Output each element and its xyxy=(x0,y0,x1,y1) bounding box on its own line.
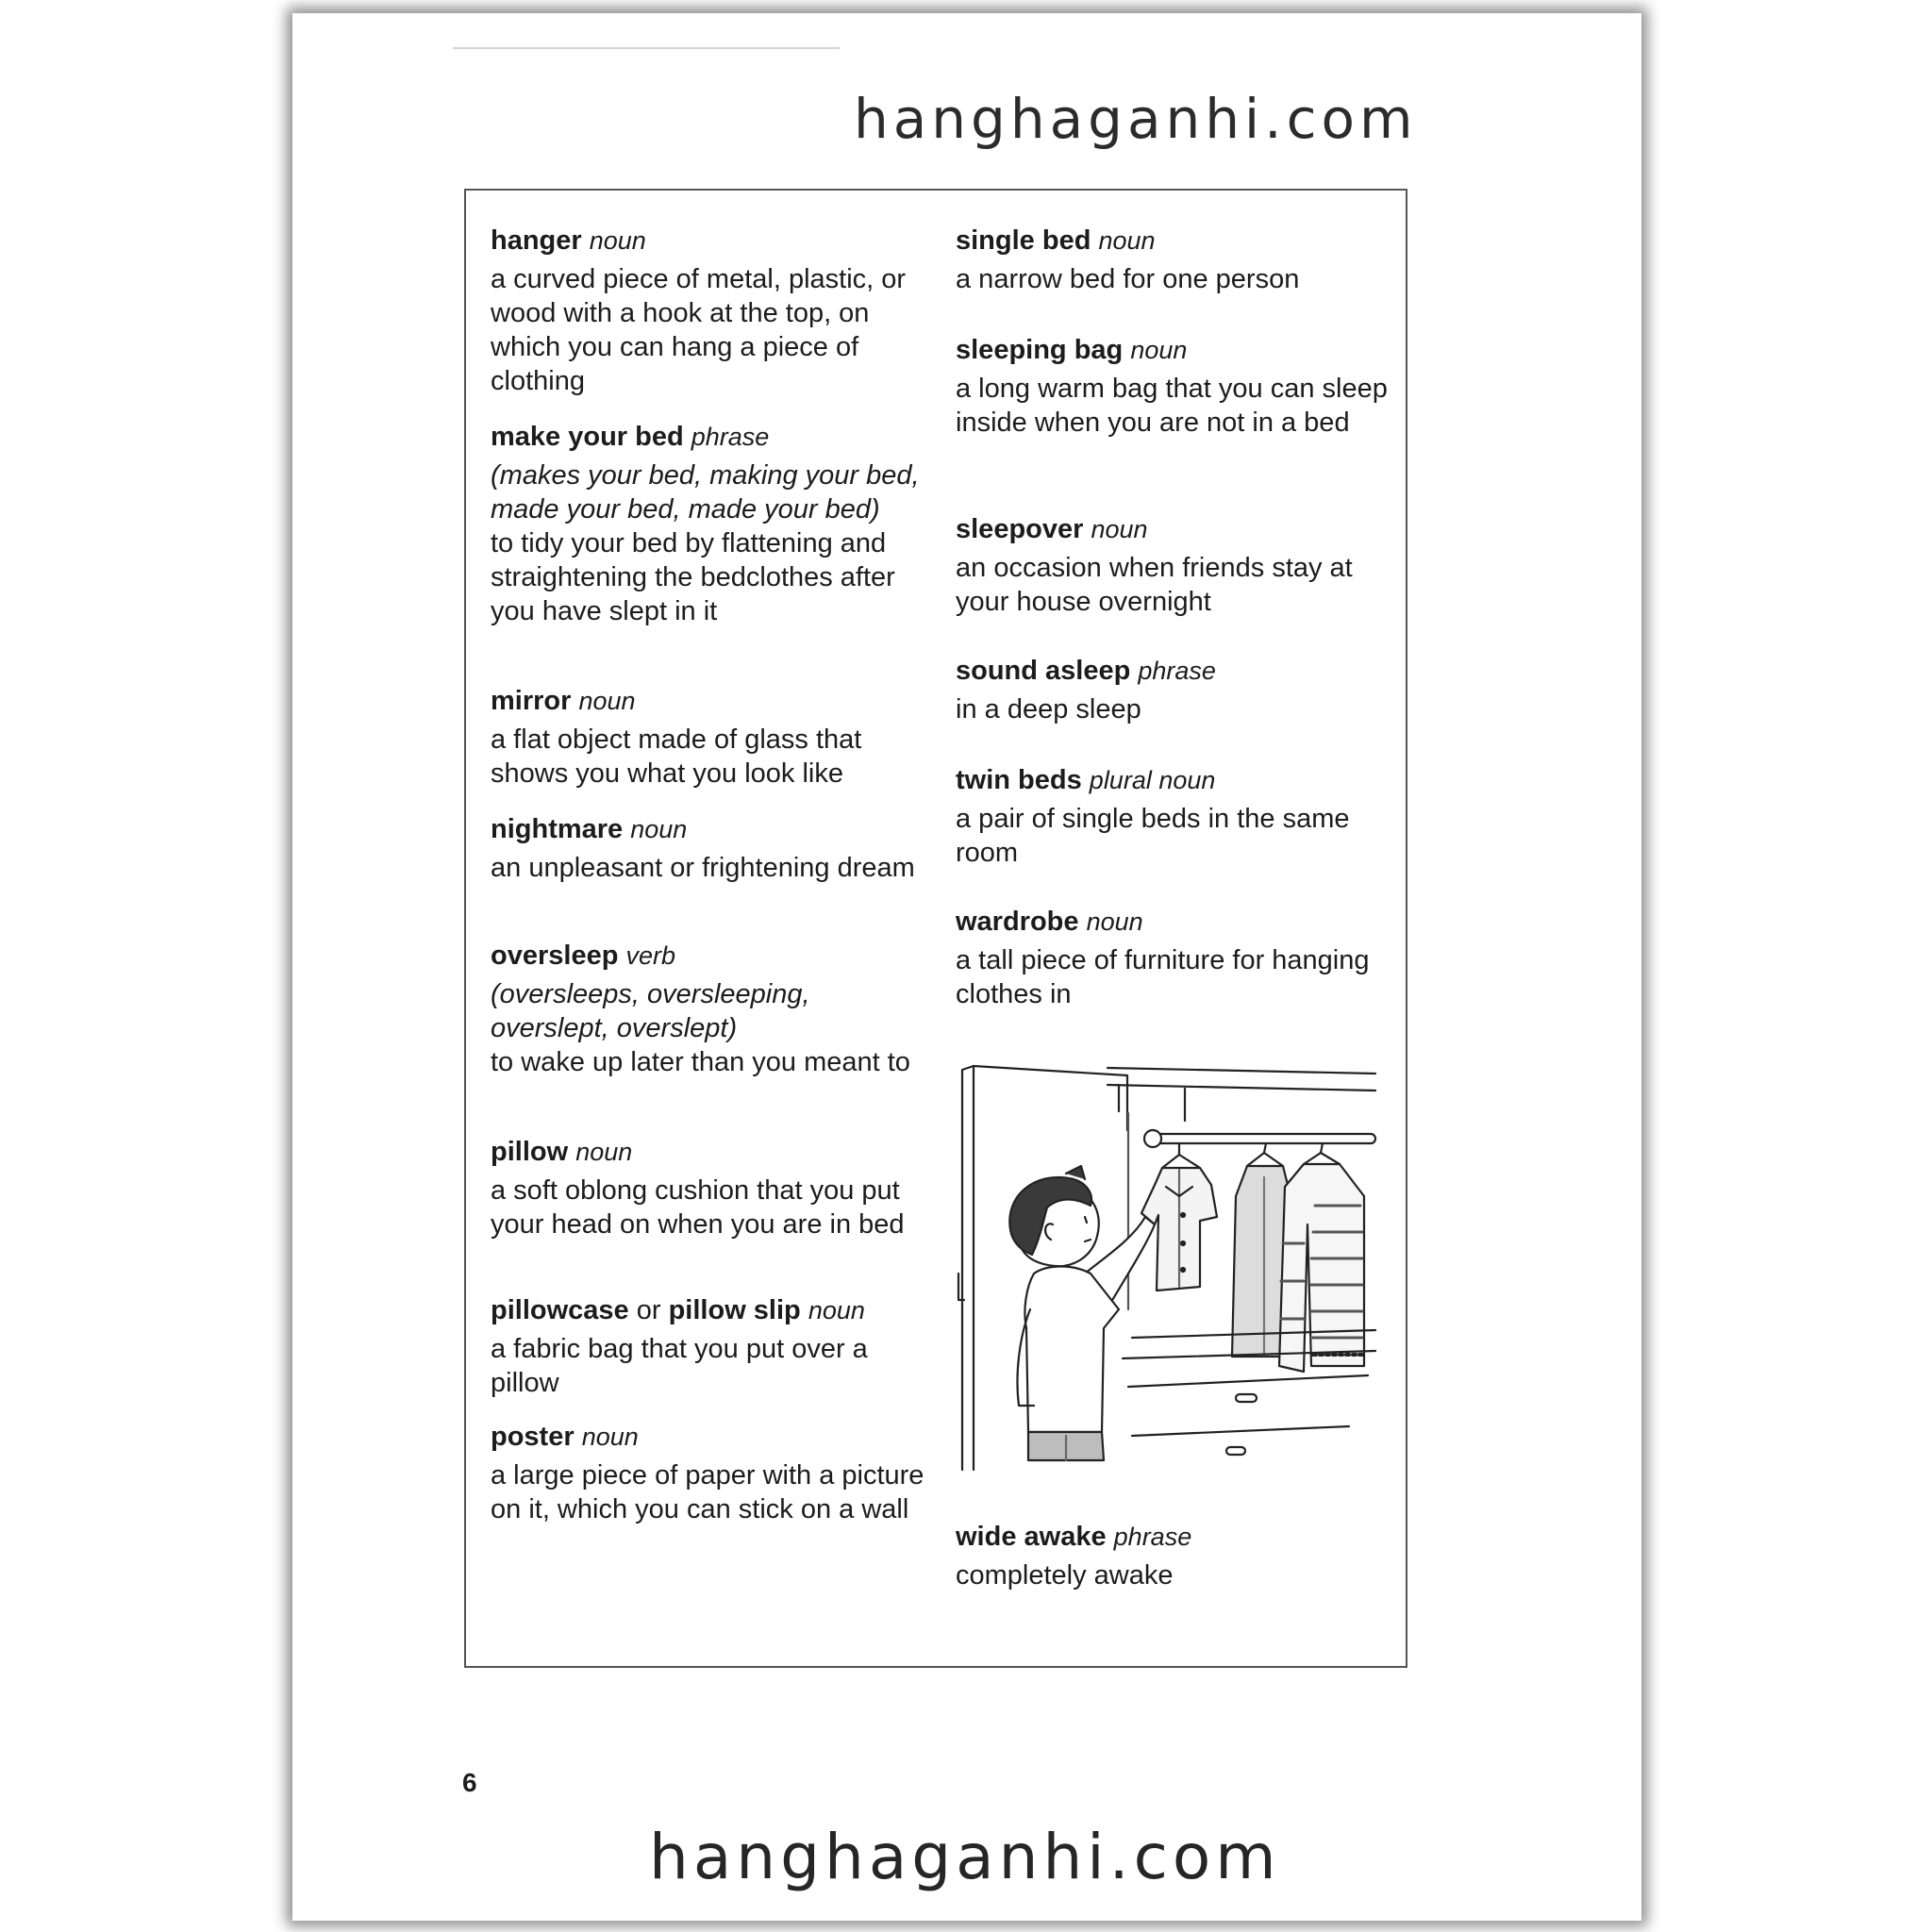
definition: a pair of single beds in the same room xyxy=(956,804,1350,868)
entry-mirror xyxy=(491,683,934,791)
entry-head xyxy=(956,332,1399,368)
definition: in a deep sleep xyxy=(956,694,1141,724)
inflected-forms: (oversleeps, oversleeping, overslept, overslept) xyxy=(491,979,810,1043)
wardrobe-illustration xyxy=(953,1055,1396,1481)
entry-head xyxy=(491,1134,934,1170)
forms-text: oversleeps, oversleeping, overslept, overslept xyxy=(491,979,810,1043)
watermark-top: hanghaganhi.com xyxy=(854,87,1418,151)
definition: to wake up later than you meant to xyxy=(491,1047,910,1077)
definition: a soft oblong cushion that you put your head on when you are in bed xyxy=(491,1175,905,1240)
definition: a narrow bed for one person xyxy=(956,264,1300,294)
headword: sleepover xyxy=(956,514,1084,544)
definition: a flat object made of glass that shows you what you look like xyxy=(491,724,862,789)
entry-head xyxy=(491,1292,934,1328)
part-of-speech: phrase xyxy=(691,423,770,451)
entry-wide-awake xyxy=(956,1519,1399,1592)
headword: make your bed xyxy=(491,422,684,452)
entry-head xyxy=(491,419,934,455)
forms-text: makes your bed, making your bed, made your bed, made your bed xyxy=(491,460,920,525)
definition: completely awake xyxy=(956,1560,1174,1591)
headword: poster xyxy=(491,1422,575,1452)
headword: sleeping bag xyxy=(956,335,1124,365)
entry-head xyxy=(491,811,934,847)
entry-single-bed xyxy=(956,223,1399,296)
part-of-speech: noun xyxy=(575,1138,633,1166)
headword: pillow xyxy=(491,1137,569,1167)
entry-make-your-bed xyxy=(491,419,934,628)
part-of-speech: noun xyxy=(1086,908,1143,936)
entry-nightmare xyxy=(491,811,934,885)
definition: an unpleasant or frightening dream xyxy=(491,853,915,883)
definition: a curved piece of metal, plastic, or wood with a hook at the top, on which you can hang a piece of clothing xyxy=(491,264,907,396)
part-of-speech: noun xyxy=(581,1423,639,1451)
entry-head xyxy=(956,1519,1399,1555)
definition: to tidy your bed by flattening and straightening the bedclothes after you have slept in it xyxy=(491,528,895,626)
headword: single bed xyxy=(956,225,1091,256)
entry-sleepover xyxy=(956,511,1399,619)
entry-head xyxy=(491,683,934,719)
headword: wardrobe xyxy=(956,907,1079,937)
entry-twin-beds xyxy=(956,762,1399,870)
headword-alt: pillow slip xyxy=(668,1295,801,1325)
entry-head xyxy=(956,653,1399,689)
part-of-speech: verb xyxy=(625,941,676,970)
page-number: 6 xyxy=(462,1768,477,1797)
entry-pillowcase xyxy=(491,1292,934,1400)
entry-wardrobe xyxy=(956,904,1399,1011)
entry-poster xyxy=(491,1419,934,1526)
entry-head xyxy=(956,223,1399,258)
definition: a fabric bag that you put over a pillow xyxy=(491,1334,868,1398)
part-of-speech: noun xyxy=(589,226,646,255)
headword: wide awake xyxy=(956,1522,1107,1552)
entry-oversleep xyxy=(491,938,934,1079)
entry-hanger xyxy=(491,223,934,398)
entry-head xyxy=(956,511,1399,547)
watermark-bottom: hanghaganhi.com xyxy=(649,1821,1281,1893)
definition: a long warm bag that you can sleep inside when you are not in a bed xyxy=(956,374,1388,438)
entry-head xyxy=(491,1419,934,1455)
entry-sleeping-bag xyxy=(956,332,1399,440)
headword: nightmare xyxy=(491,814,624,844)
part-of-speech: noun xyxy=(808,1296,865,1324)
headword: twin beds xyxy=(956,765,1082,795)
entry-head xyxy=(491,938,934,974)
part-of-speech: plural noun xyxy=(1089,766,1216,794)
part-of-speech: phrase xyxy=(1113,1523,1192,1551)
part-of-speech: noun xyxy=(630,815,688,843)
part-of-speech: noun xyxy=(578,687,636,715)
or-connector: or xyxy=(636,1295,661,1325)
definition: a tall piece of furniture for hanging clothes in xyxy=(956,945,1370,1009)
headword: pillowcase xyxy=(491,1295,629,1325)
part-of-speech: noun xyxy=(1130,336,1188,364)
entry-head xyxy=(956,762,1399,798)
definition: a large piece of paper with a picture on it, which you can stick on a wall xyxy=(491,1460,924,1524)
entry-head xyxy=(956,904,1399,940)
part-of-speech: phrase xyxy=(1138,657,1216,685)
headword: sound asleep xyxy=(956,656,1131,686)
entry-sound-asleep xyxy=(956,653,1399,726)
headword: oversleep xyxy=(491,941,619,971)
definition: an occasion when friends stay at your house overnight xyxy=(956,553,1353,617)
part-of-speech: noun xyxy=(1098,226,1156,255)
headword: mirror xyxy=(491,686,572,716)
inflected-forms: (makes your bed, making your bed, made your bed, made your bed) xyxy=(491,460,920,525)
entry-head xyxy=(491,223,934,258)
entry-pillow xyxy=(491,1134,934,1241)
part-of-speech: noun xyxy=(1091,515,1148,543)
headword: hanger xyxy=(491,225,582,256)
scan-mark xyxy=(453,47,840,49)
